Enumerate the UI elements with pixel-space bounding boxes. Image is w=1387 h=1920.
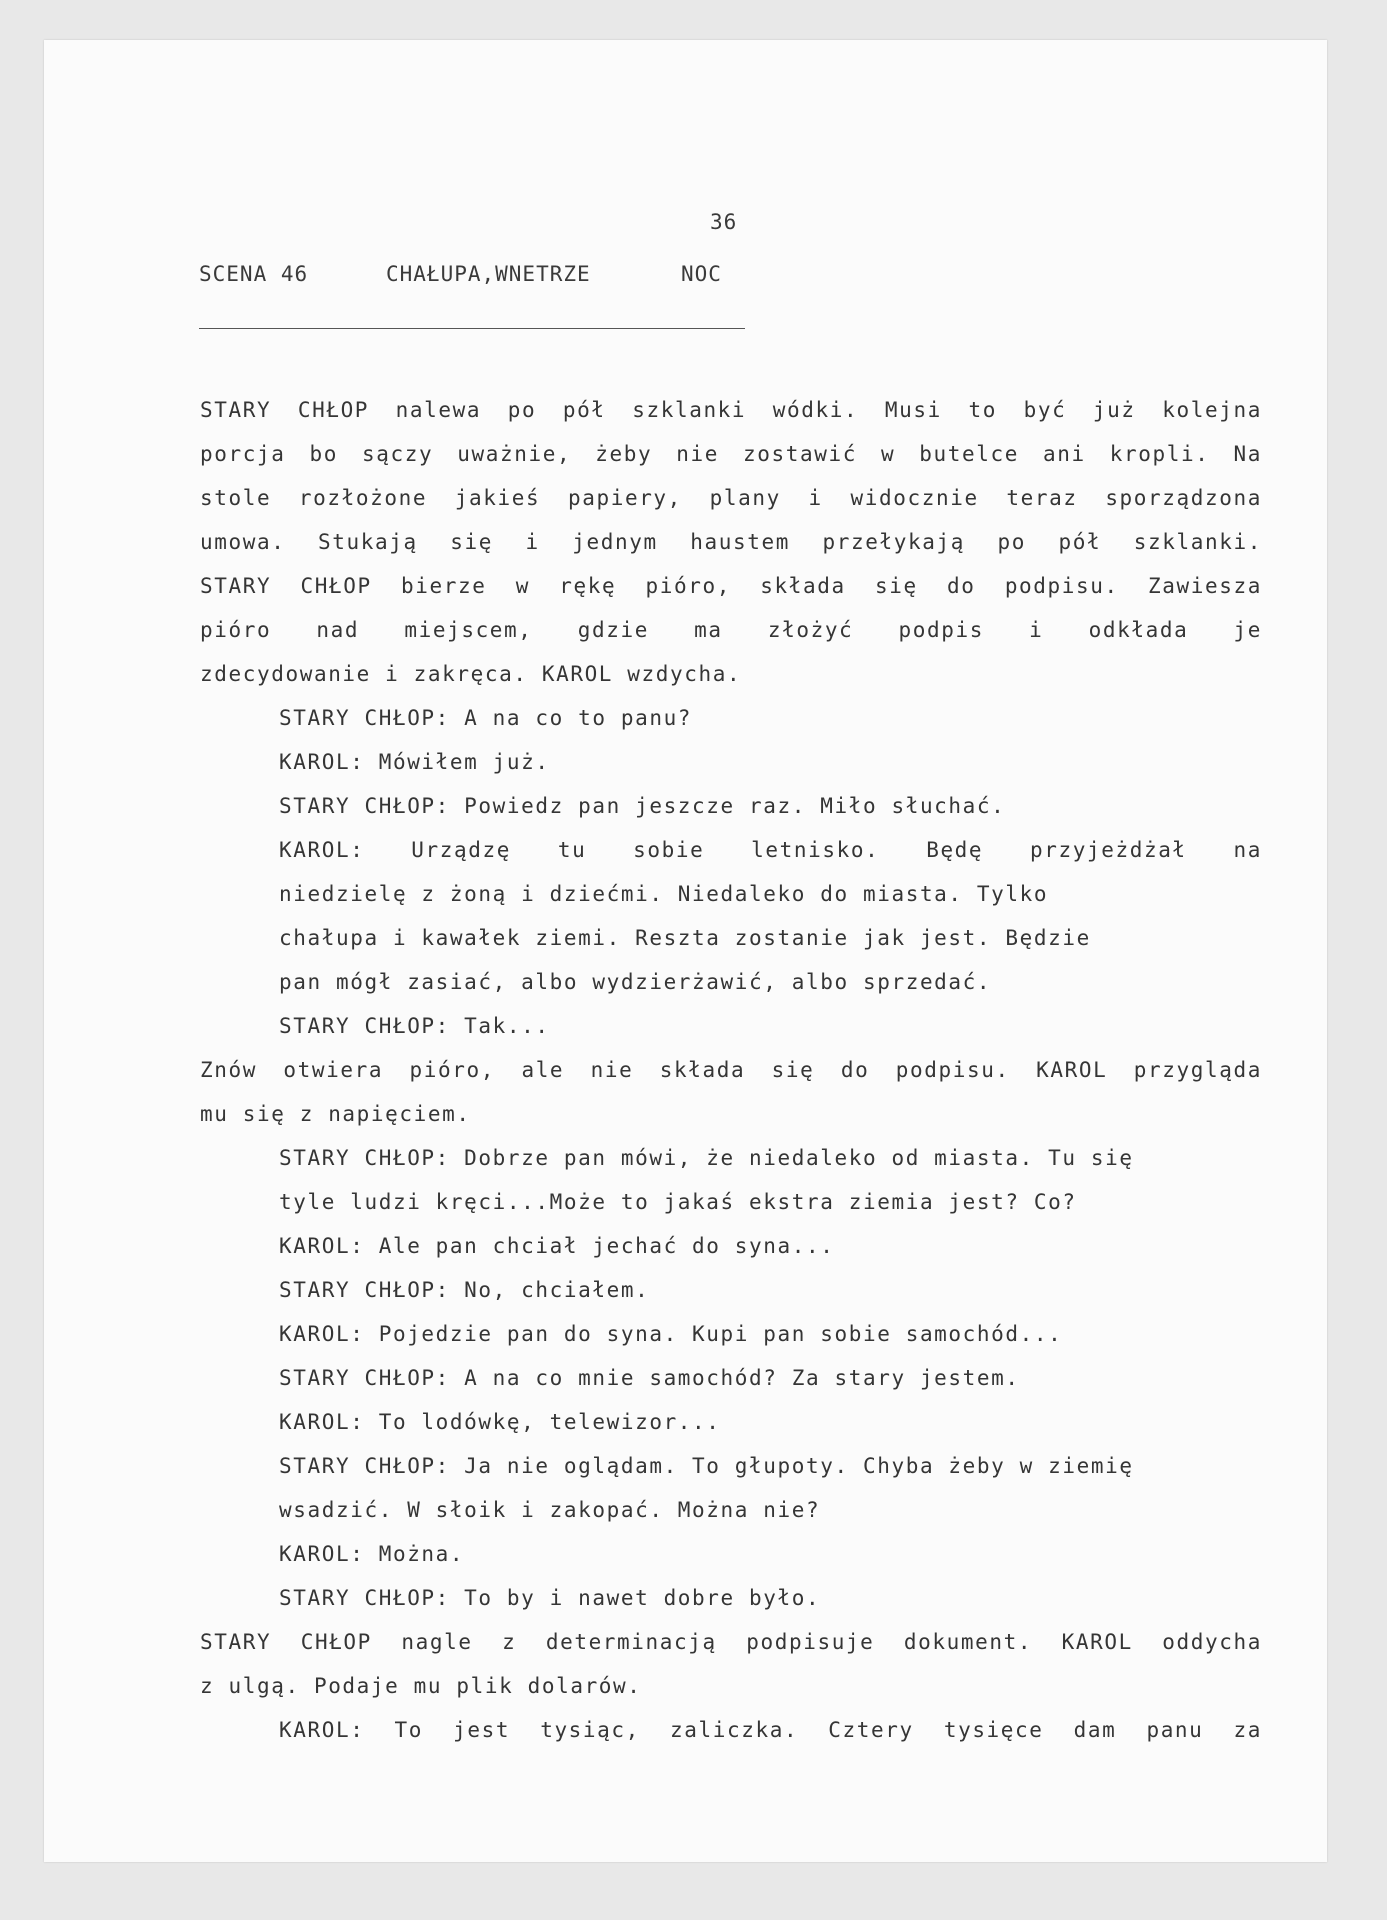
- header-divider: [199, 328, 745, 329]
- dialogue-line: KAROL: Pojedzie pan do syna. Kupi pan sobie samochód...: [279, 1322, 1063, 1346]
- script-body: [200, 388, 1262, 1752]
- dialogue-line: STARY CHŁOP: To by i nawet dobre było.: [279, 1586, 821, 1610]
- page-number: 36: [710, 210, 738, 234]
- dialogue-line: STARY CHŁOP: Tak...: [279, 1014, 550, 1038]
- dialogue-line: KAROL: Można.: [279, 1542, 465, 1566]
- dialogue-line: pan mógł zasiać, albo wydzierżawić, albo sprzedać.: [279, 970, 992, 994]
- dialogue-line: tyle ludzi kręci...Może to jakaś ekstra ziemia jest? Co?: [279, 1190, 1077, 1214]
- scene-location: CHAŁUPA,WNETRZE: [386, 262, 591, 286]
- dialogue-line: niedzielę z żoną i dziećmi. Niedaleko do miasta. Tylko: [279, 882, 1049, 906]
- scene-time: NOC: [681, 262, 722, 286]
- dialogue-line: STARY CHŁOP: A na co mnie samochód? Za stary jestem.: [279, 1366, 1020, 1390]
- text-line: STARY CHŁOP nalewa po pół szklanki wódki. Musi to być już kolejna: [200, 398, 1262, 422]
- text-line: mu się z napięciem.: [200, 1102, 471, 1126]
- text-line: Znów otwiera pióro, ale nie składa się do podpisu. KAROL przygląda: [200, 1058, 1262, 1082]
- text-line: stole rozłożone jakieś papiery, plany i widocznie teraz sporządzona: [200, 486, 1262, 510]
- scene-header: [199, 262, 722, 286]
- dialogue-line: STARY CHŁOP: Ja nie oglądam. To głupoty. Chyba żeby w ziemię: [279, 1454, 1134, 1478]
- dialogue-line: wsadzić. W słoik i zakopać. Można nie?: [279, 1498, 821, 1522]
- text-line: STARY CHŁOP bierze w rękę pióro, składa się do podpisu. Zawiesza: [200, 574, 1262, 598]
- text-line: porcja bo sączy uważnie, żeby nie zostawić w butelce ani kropli. Na: [200, 442, 1262, 466]
- dialogue-line: KAROL: Urządzę tu sobie letnisko. Będę przyjeżdżał na: [279, 838, 1262, 862]
- text-line: zdecydowanie i zakręca. KAROL wzdycha.: [200, 662, 742, 686]
- dialogue-line: KAROL: Ale pan chciał jechać do syna...: [279, 1234, 835, 1258]
- dialogue-line: chałupa i kawałek ziemi. Reszta zostanie jak jest. Będzie: [279, 926, 1091, 950]
- dialogue-line: KAROL: Mówiłem już.: [279, 750, 550, 774]
- text-line: z ulgą. Podaje mu plik dolarów.: [200, 1674, 642, 1698]
- dialogue-line: STARY CHŁOP: No, chciałem.: [279, 1278, 650, 1302]
- dialogue-line: STARY CHŁOP: A na co to panu?: [279, 706, 693, 730]
- dialogue-line: STARY CHŁOP: Powiedz pan jeszcze raz. Miło słuchać.: [279, 794, 1006, 818]
- dialogue-line: KAROL: To lodówkę, telewizor...: [279, 1410, 721, 1434]
- text-line: STARY CHŁOP nagle z determinacją podpisuje dokument. KAROL oddycha: [200, 1630, 1262, 1654]
- text-line: pióro nad miejscem, gdzie ma złożyć podpis i odkłada je: [200, 618, 1262, 642]
- dialogue-line: STARY CHŁOP: Dobrze pan mówi, że niedaleko od miasta. Tu się: [279, 1146, 1134, 1170]
- scene-number: SCENA 46: [199, 262, 309, 286]
- text-line: umowa. Stukają się i jednym haustem przełykają po pół szklanki.: [200, 530, 1262, 554]
- dialogue-line: KAROL: To jest tysiąc, zaliczka. Cztery tysięce dam panu za: [279, 1718, 1262, 1742]
